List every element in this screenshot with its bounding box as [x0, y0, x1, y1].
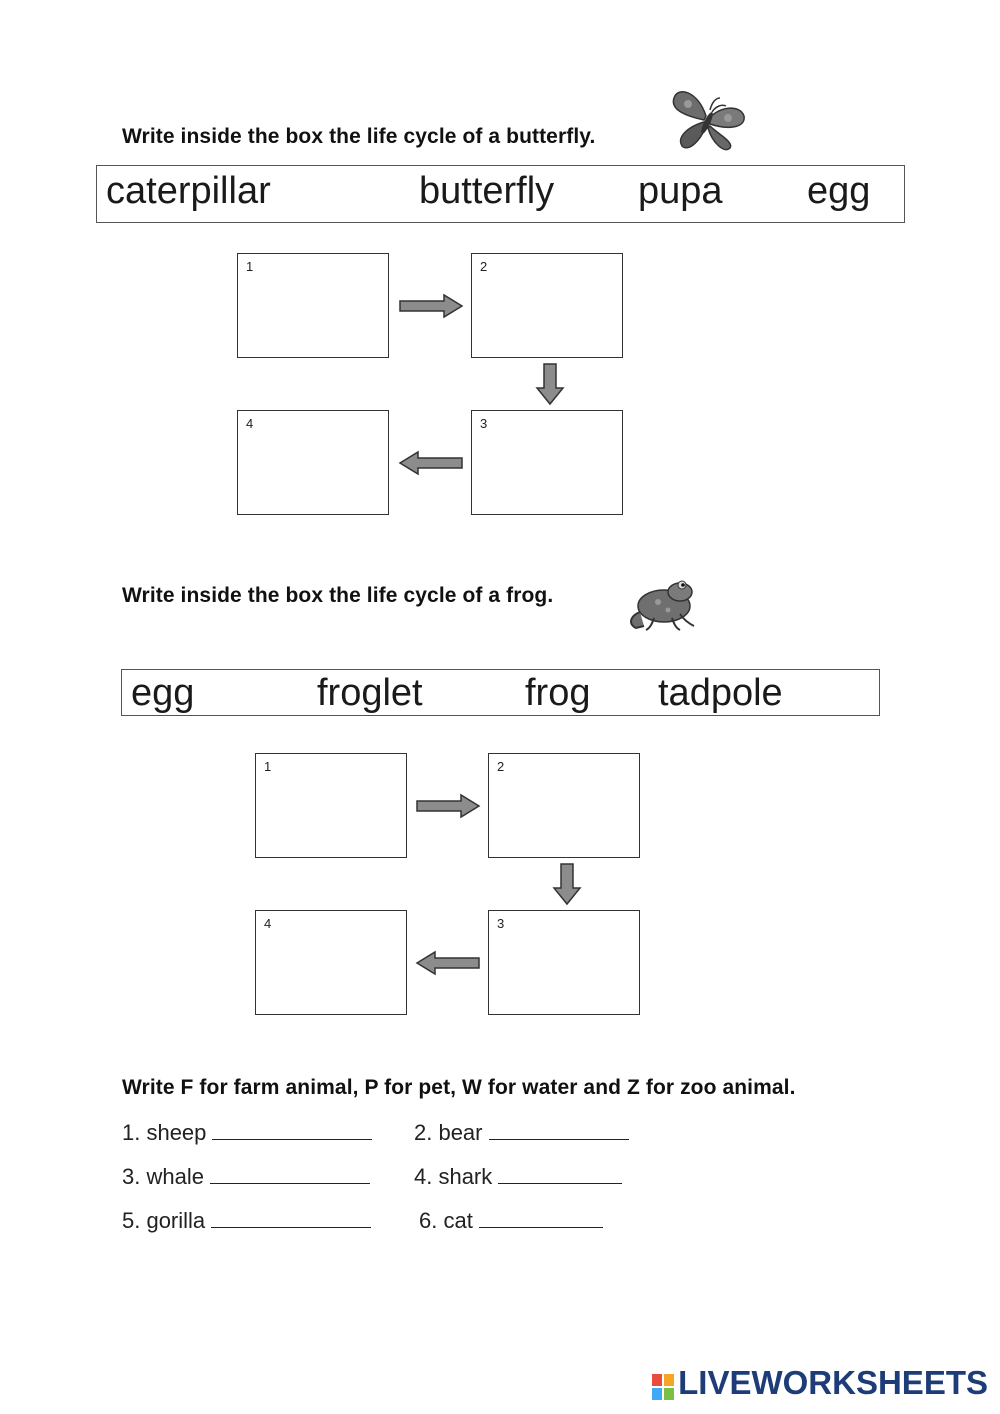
- answer-blank[interactable]: [479, 1209, 603, 1228]
- butterfly-box-1[interactable]: [237, 253, 389, 358]
- logo-text: LIVEWORKSHEETS: [678, 1364, 988, 1401]
- arrow-right-icon: [415, 793, 481, 819]
- word-egg[interactable]: egg: [807, 170, 871, 212]
- answer-blank[interactable]: [211, 1209, 371, 1228]
- box-number: 3: [497, 916, 505, 931]
- question-item-4: [414, 1164, 622, 1190]
- frog-box-3[interactable]: [488, 910, 640, 1015]
- arrow-down-icon: [535, 362, 565, 406]
- word-tadpole[interactable]: tadpole: [658, 672, 783, 714]
- arrow-right-icon: [398, 293, 464, 319]
- box-number: 1: [264, 759, 272, 774]
- word-egg[interactable]: egg: [131, 672, 195, 714]
- frog-box-2[interactable]: [488, 753, 640, 858]
- box-number: 4: [264, 916, 272, 931]
- answer-blank[interactable]: [498, 1165, 622, 1184]
- box-number: 1: [246, 259, 254, 274]
- butterfly-icon: [668, 86, 748, 154]
- word-caterpillar[interactable]: caterpillar: [106, 170, 271, 212]
- question-item-2: [414, 1120, 629, 1146]
- question-item-6: [419, 1208, 603, 1234]
- frog-heading: Write inside the box the life cycle of a frog.: [122, 584, 554, 607]
- question-label: 5. gorilla: [122, 1208, 206, 1233]
- word-butterfly[interactable]: butterfly: [419, 170, 555, 212]
- logo-mark-icon: [652, 1370, 674, 1396]
- question-label: 4. shark: [414, 1164, 493, 1189]
- question-item-3: [122, 1164, 370, 1190]
- question-label: 3. whale: [122, 1164, 204, 1189]
- butterfly-box-3[interactable]: [471, 410, 623, 515]
- butterfly-box-2[interactable]: [471, 253, 623, 358]
- question-item-1: [122, 1120, 372, 1146]
- frog-box-4[interactable]: [255, 910, 407, 1015]
- answer-blank[interactable]: [212, 1121, 372, 1140]
- box-number: 2: [497, 759, 505, 774]
- question-label: 2. bear: [414, 1120, 483, 1145]
- butterfly-box-4[interactable]: [237, 410, 389, 515]
- question-item-5: [122, 1208, 371, 1234]
- frog-word-bank: [121, 669, 880, 716]
- question-label: 1. sheep: [122, 1120, 207, 1145]
- box-number: 3: [480, 416, 488, 431]
- question-label: 6. cat: [419, 1208, 473, 1233]
- frog-icon: [624, 576, 698, 632]
- frog-box-1[interactable]: [255, 753, 407, 858]
- butterfly-word-bank: [96, 165, 905, 223]
- answer-blank[interactable]: [489, 1121, 629, 1140]
- arrow-left-icon: [415, 950, 481, 976]
- animals-heading: Write F for farm animal, P for pet, W for water and Z for zoo animal.: [122, 1076, 796, 1099]
- word-pupa[interactable]: pupa: [638, 170, 723, 212]
- arrow-left-icon: [398, 450, 464, 476]
- box-number: 2: [480, 259, 488, 274]
- word-frog[interactable]: frog: [525, 672, 591, 714]
- word-froglet[interactable]: froglet: [317, 672, 423, 714]
- butterfly-heading: Write inside the box the life cycle of a butterfly.: [122, 125, 596, 148]
- answer-blank[interactable]: [210, 1165, 370, 1184]
- liveworksheets-logo: [652, 1364, 988, 1402]
- box-number: 4: [246, 416, 254, 431]
- arrow-down-icon: [552, 862, 582, 906]
